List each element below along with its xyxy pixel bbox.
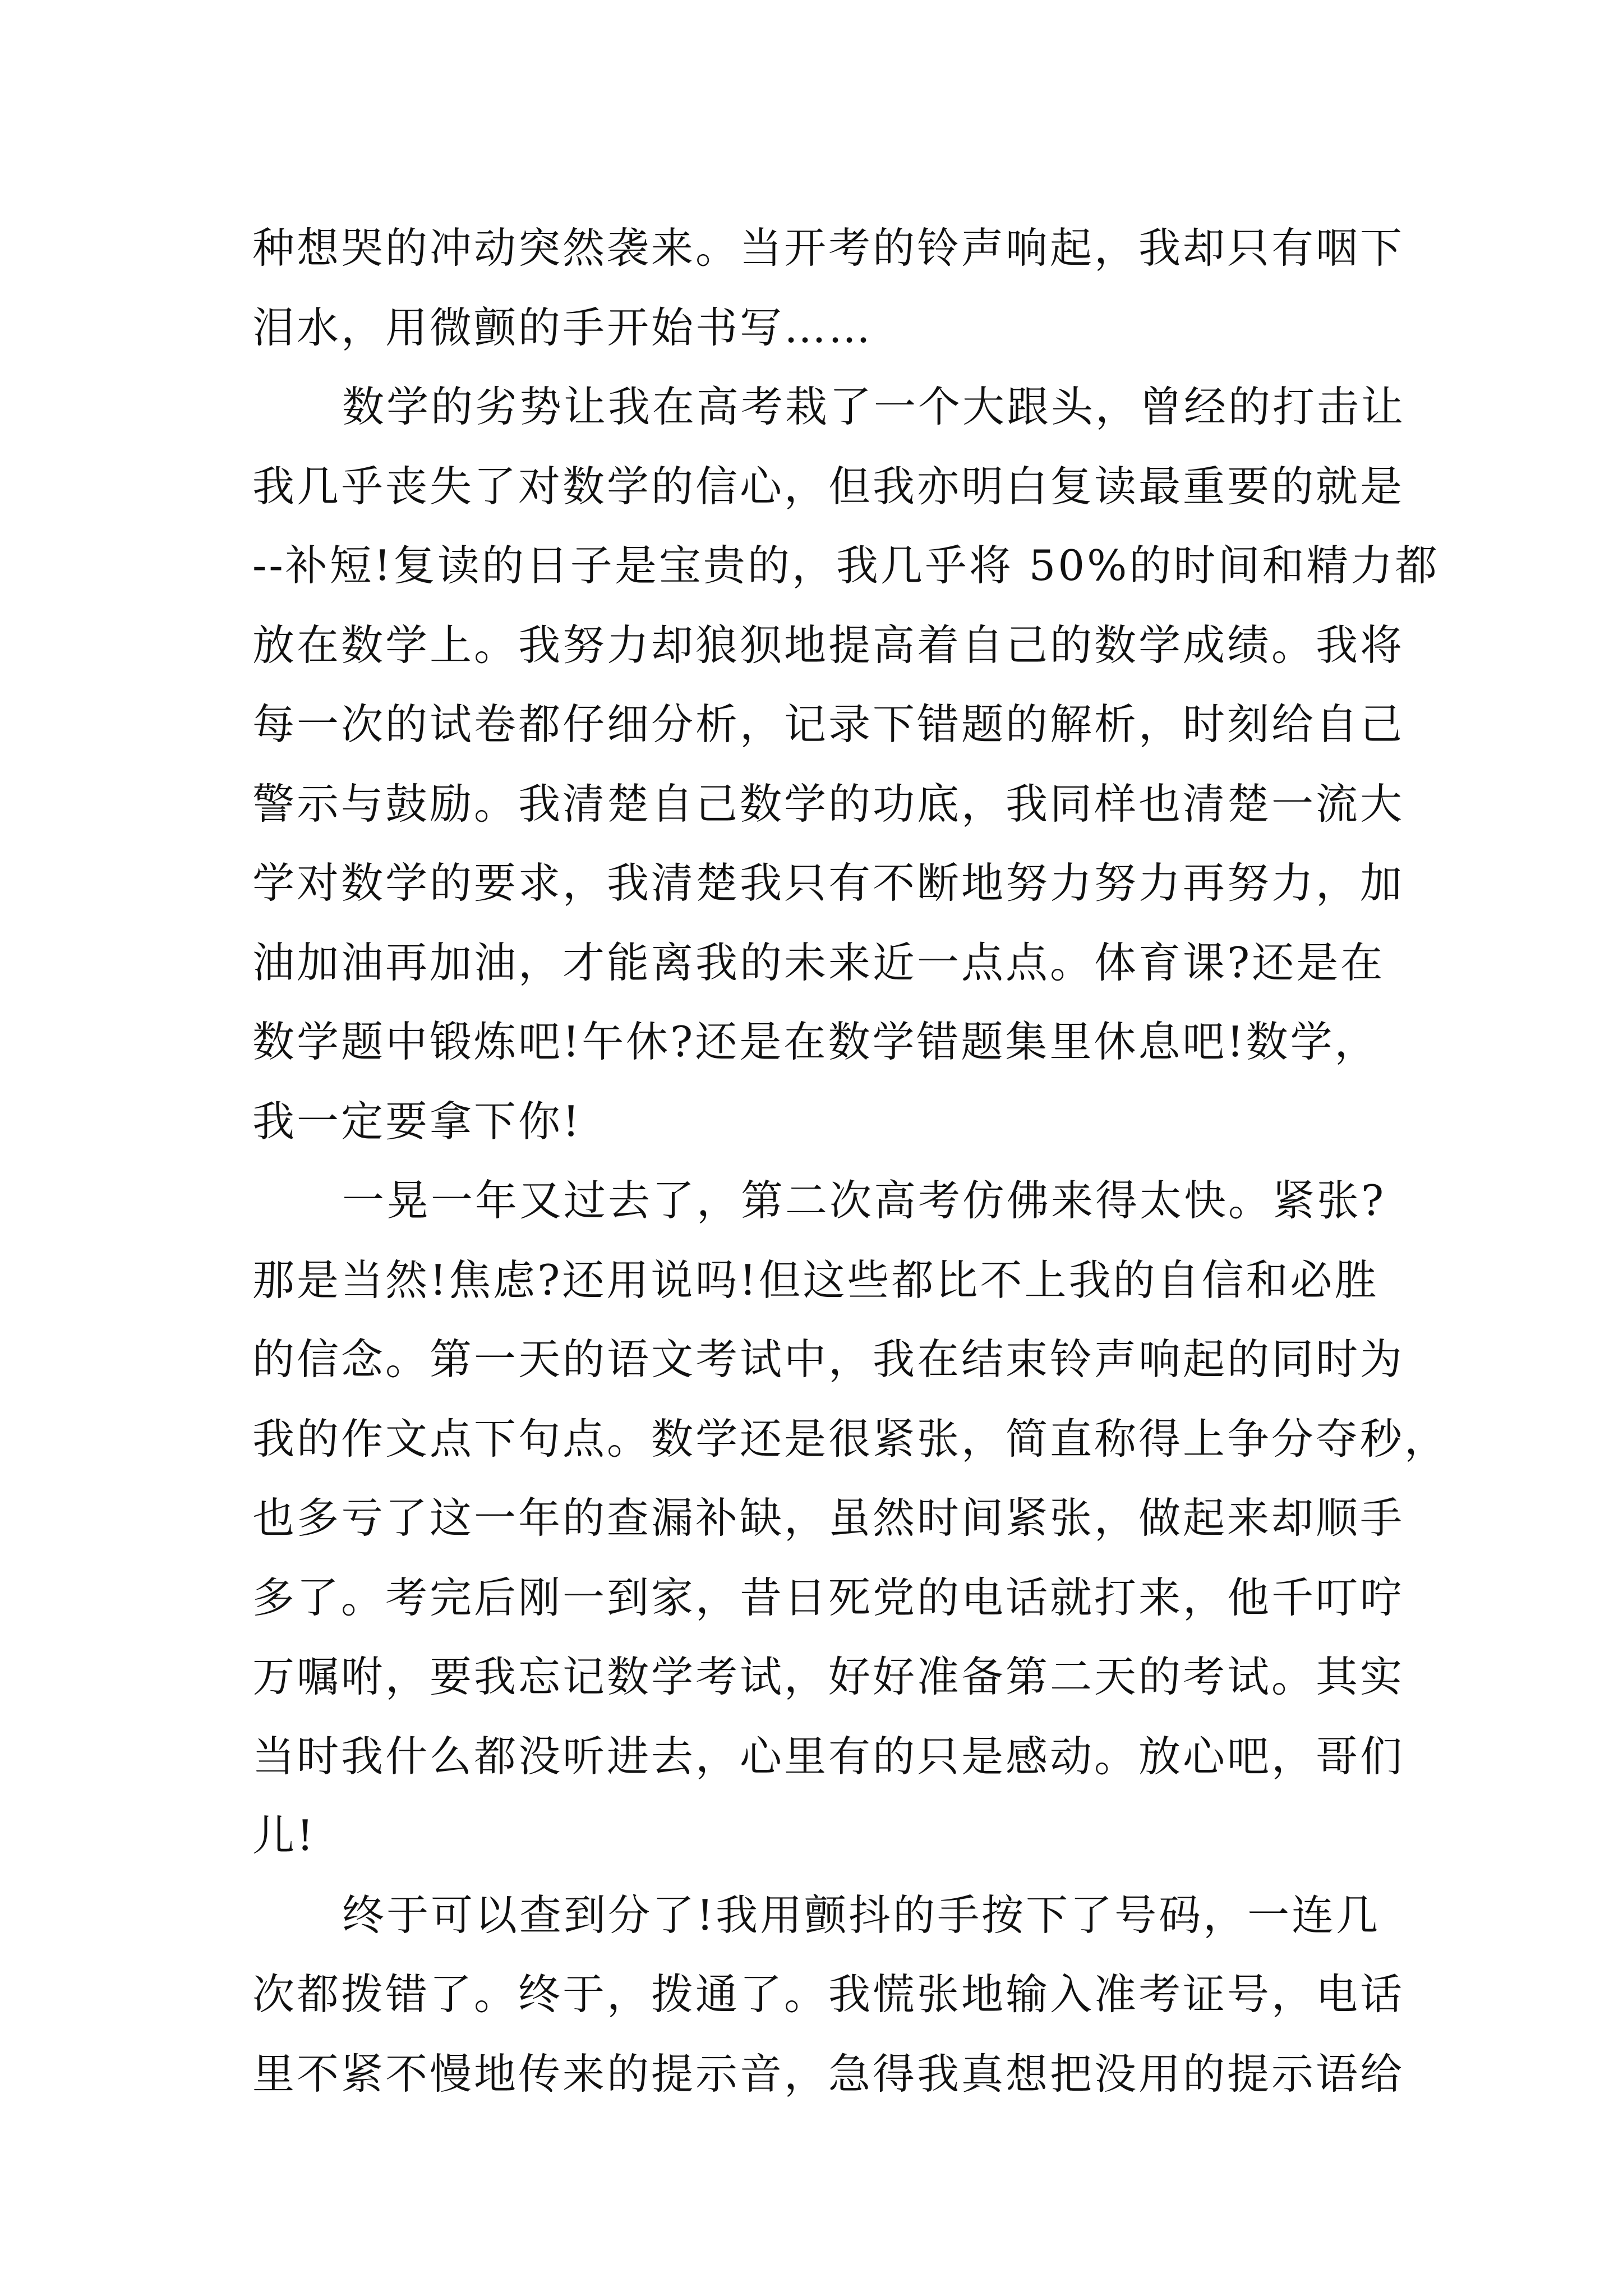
text-line: 一晃一年又过去了，第二次高考仿佛来得太快。紧张? [342,1176,1386,1225]
text-line: 泪水，用微颤的手开始书写…… [252,302,873,352]
text-line: 当时我什么都没听进去，心里有的只是感动。放心吧，哥们 [252,1731,1405,1781]
text-line: 放在数学上。我努力却狼狈地提高着自己的数学成绩。我将 [252,620,1405,670]
text-line: 我的作文点下句点。数学还是很紧张，简直称得上争分夺秒， [252,1414,1449,1464]
text-line: 种想哭的冲动突然袭来。当开考的铃声响起，我却只有咽下 [252,223,1405,273]
text-line: 我一定要拿下你! [252,1096,582,1146]
text-line: 儿! [252,1811,316,1860]
paragraph-4 [252,1876,1405,2114]
text-line: 学对数学的要求，我清楚我只有不断地努力努力再努力，加 [252,858,1405,908]
body-text [252,209,1449,2114]
text-line: 油加油再加油，才能离我的未来近一点点。体育课?还是在 [252,937,1385,987]
text-line: 我几乎丧失了对数学的信心，但我亦明白复读最重要的就是 [252,461,1405,511]
paragraph-2 [252,367,1440,1161]
text-line: 也多亏了这一年的查漏补缺，虽然时间紧张，做起来却顺手 [252,1493,1405,1543]
text-line: 次都拨错了。终于，拨通了。我慌张地输入准考证号，电话 [252,1970,1405,2019]
text-line: 数学题中锻炼吧!午休?还是在数学错题集里休息吧!数学， [252,1017,1379,1066]
text-line: 警示与鼓励。我清楚自己数学的功底，我同样也清楚一流大 [252,779,1405,829]
text-line: 万嘱咐，要我忘记数学考试，好好准备第二天的考试。其实 [252,1652,1405,1701]
text-line: 终于可以查到分了!我用颤抖的手按下了号码，一连几 [342,1890,1381,1940]
text-line: --补短!复读的日子是宝贵的，我几乎将 50%的时间和精力都 [252,541,1440,590]
text-line: 数学的劣势让我在高考栽了一个大跟头，曾经的打击让 [342,382,1406,431]
paragraph-3 [252,1161,1449,1876]
paragraph-1 [252,209,1405,367]
text-line: 每一次的试卷都仔细分析，记录下错题的解析，时刻给自己 [252,700,1405,749]
text-line: 那是当然!焦虑?还用说吗!但这些都比不上我的自信和必胜 [252,1255,1379,1305]
text-line: 多了。考完后刚一到家，昔日死党的电话就打来，他千叮咛 [252,1572,1405,1622]
text-line: 的信念。第一天的语文考试中，我在结束铃声响起的同时为 [252,1335,1405,1384]
text-line: 里不紧不慢地传来的提示音，急得我真想把没用的提示语给 [252,2049,1405,2099]
